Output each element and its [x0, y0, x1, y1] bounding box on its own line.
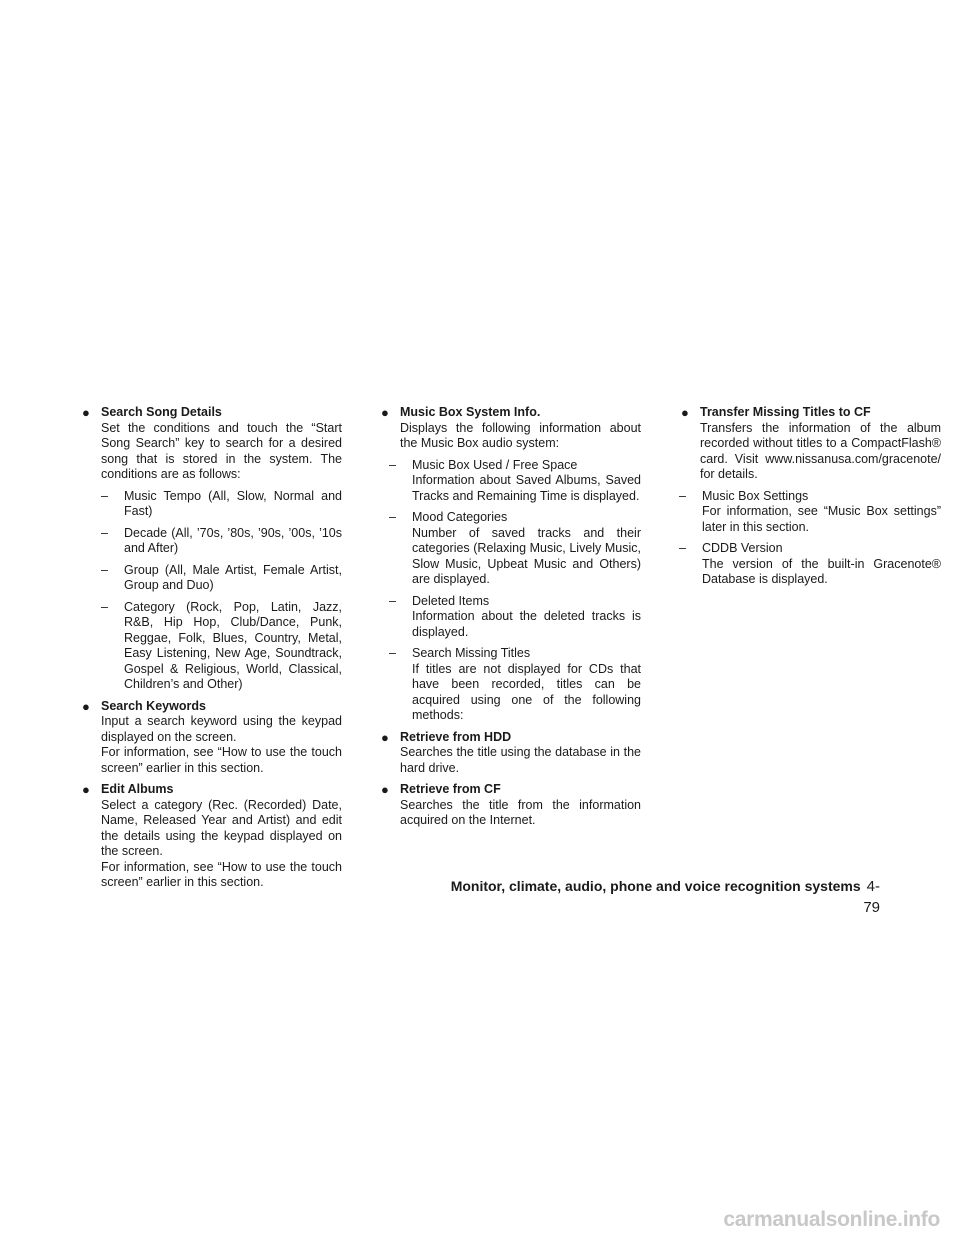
- list-item: [679, 541, 941, 588]
- section-body: Select a category (Rec. (Recorded) Date, Name, Released Year and Artist) and edit the details using the keypad displayed on the screen.: [101, 797, 342, 858]
- section-body: Transfers the information of the album recorded without titles to a CompactFlash® card. Visit www.nissanusa.com/gracenote/ for details.: [700, 420, 941, 481]
- list-item: – Decade (All, ’70s, ’80s, ’90s, ’00s, ’10s and After): [101, 525, 342, 555]
- list-item-desc: The version of the built-in Gracenote® Database is displayed.: [702, 556, 941, 586]
- list-item-name: Mood Categories: [412, 510, 508, 524]
- dash-mark: –: [389, 646, 396, 660]
- section-title: Retrieve from HDD: [400, 729, 512, 744]
- list-item: [379, 510, 641, 588]
- watermark: carmanualsonline.info: [723, 1208, 940, 1231]
- bullet-icon: ●: [381, 405, 389, 420]
- dash-mark: –: [101, 599, 108, 614]
- section-body: For information, see “How to use the touch screen” earlier in this section.: [101, 745, 342, 775]
- section-footer-title: Monitor, climate, audio, phone and voice recognition systems: [450, 878, 861, 894]
- bullet-icon: ●: [681, 405, 689, 420]
- column-1: [80, 405, 342, 897]
- section-title: Search Song Details: [101, 405, 222, 419]
- bullet-icon: ●: [381, 729, 389, 745]
- section-title: Retrieve from CF: [400, 782, 501, 796]
- section-transfer-missing-titles: [679, 405, 941, 483]
- section-title: Music Box System Info.: [400, 405, 541, 419]
- bullet-icon: ●: [381, 782, 389, 797]
- section-body: Searches the title using the database in the hard drive.: [400, 745, 641, 775]
- section-body: Set the conditions and touch the “Start Song Search” key to search for a desired song that is stored in the system. The conditions are as follows:: [101, 420, 342, 481]
- section-retrieve-from-hdd: [379, 730, 641, 777]
- list-item-name: Music Box Settings: [702, 488, 809, 503]
- list-item-desc: Information about the deleted tracks is displayed.: [412, 609, 641, 639]
- section-title: Search Keywords: [101, 698, 206, 713]
- bullet-icon: ●: [82, 698, 90, 714]
- page-footer: [440, 876, 880, 918]
- dash-mark: –: [101, 525, 108, 540]
- dash-mark: –: [679, 488, 686, 503]
- dash-mark: –: [679, 541, 686, 555]
- section-search-song-details: [80, 405, 342, 693]
- column-2: [379, 405, 641, 835]
- section-music-box-system-info: [379, 405, 641, 452]
- list-item: [379, 458, 641, 505]
- list-item: – Music Tempo (All, Slow, Normal and Fast): [101, 488, 342, 518]
- section-title: Transfer Missing Titles to CF: [700, 405, 871, 419]
- list-item-name: CDDB Version: [702, 541, 783, 555]
- bullet-icon: ●: [82, 782, 90, 797]
- section-body: For information, see “How to use the touch screen” earlier in this section.: [101, 859, 342, 889]
- list-item-desc: Information about Saved Albums, Saved Tracks and Remaining Time is displayed.: [412, 473, 641, 503]
- section-search-keywords: [80, 699, 342, 777]
- list-item: [679, 489, 941, 536]
- list-item-desc: For information, see “Music Box settings” later in this section.: [702, 504, 941, 534]
- list-item: [379, 646, 641, 724]
- section-retrieve-from-cf: [379, 782, 641, 829]
- list-item-name: Deleted Items: [412, 593, 490, 608]
- dash-mark: –: [389, 593, 396, 608]
- dash-mark: –: [389, 510, 396, 524]
- list-item: – Group (All, Male Artist, Female Artist, Group and Duo): [101, 562, 342, 592]
- list-item-desc: Number of saved tracks and their categories (Relaxing Music, Lively Music, Slow Music, Upbeat Music and Others) are displayed.: [412, 525, 641, 586]
- section-body: Displays the following information about the Music Box audio system:: [400, 420, 641, 450]
- list-item-name: Search Missing Titles: [412, 646, 531, 660]
- list-item: – Category (Rock, Pop, Latin, Jazz, R&B, Hip Hop, Club/Dance, Punk, Reggae, Folk, Blues, Country, Metal, Easy Listening, New Age, Soundtrack, Gospel & Religious, World, Classical, Children’s and Other): [101, 599, 342, 691]
- section-edit-albums: [80, 782, 342, 891]
- dash-mark: –: [101, 562, 108, 577]
- section-body: Input a search keyword using the keypad displayed on the screen.: [101, 714, 342, 744]
- bullet-icon: ●: [82, 405, 90, 420]
- section-body: Searches the title from the information acquired on the Internet.: [400, 797, 641, 827]
- section-title: Edit Albums: [101, 782, 174, 796]
- list-item-desc: If titles are not displayed for CDs that have been recorded, titles can be acquired using one of the following methods:: [412, 661, 641, 722]
- dash-mark: –: [389, 457, 396, 472]
- column-3: [679, 405, 941, 594]
- dash-mark: –: [101, 488, 108, 503]
- list-item-name: Music Box Used / Free Space: [412, 457, 578, 472]
- list-item: [379, 594, 641, 641]
- page-number: 4-79: [863, 878, 880, 916]
